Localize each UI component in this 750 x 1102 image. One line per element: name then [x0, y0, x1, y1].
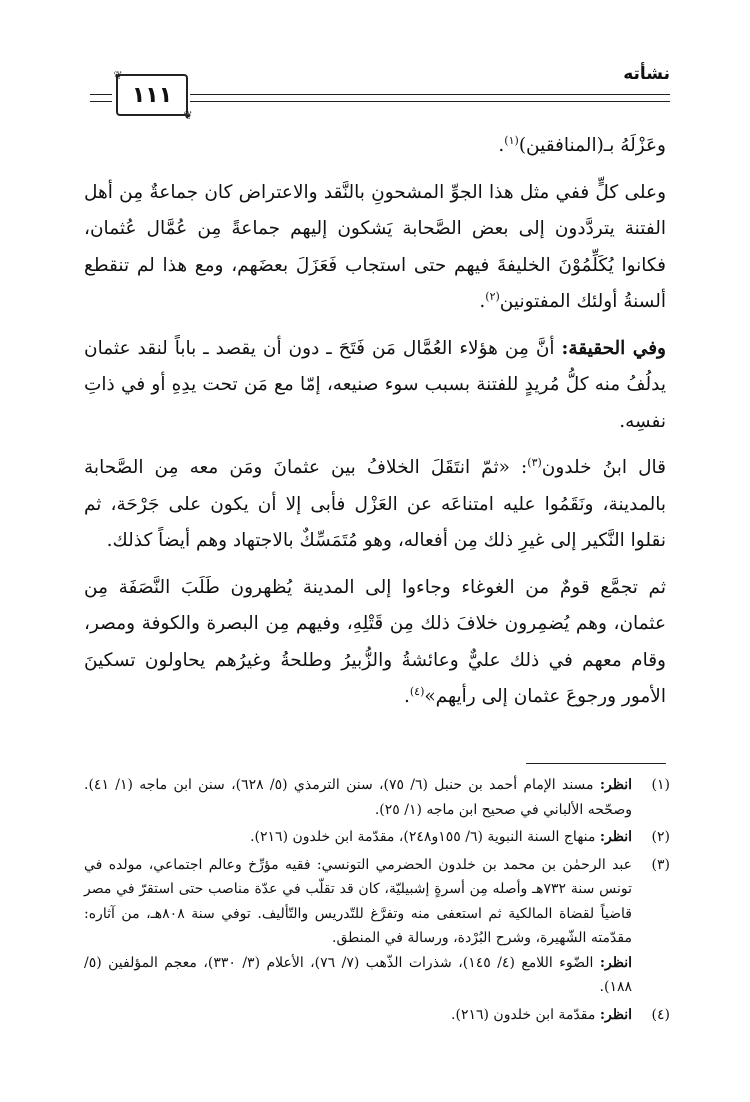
footnote-lead: انظر:: [599, 954, 632, 971]
footnote-1: [84, 773, 670, 822]
paragraph-4: [84, 450, 666, 560]
footnote-number: (١): [651, 777, 670, 793]
paragraph-4-lead: قال ابنُ خلدون: [541, 457, 666, 478]
header-rule-right: [190, 94, 670, 102]
paragraph-5: [84, 570, 666, 716]
ornament-icon: ❦: [183, 109, 193, 122]
footnote-2: [84, 825, 670, 850]
footnote-text: عبد الرحمٰن بن محمد بن خلدون الحضرمي التونسي: فقيه مؤرِّخ وعالم اجتماعي، مولده في تونس سنة ٧٣٢هـ وأصله مِن أسرةٍ إشبيليّة، كان قد تقلّب في عدّة مناصب حتى استقرّ في مصر قاضياً لقضاة المالكية ثم استعفى منه وتفرَّغ للتّدريس والتّأليف. توفي سنة ٨٠٨هـ، من آثاره: مقدّمته الشّهيرة، وشرح البُرْدة، ورسالة في المنطق.: [84, 856, 632, 946]
page-number: ١١١: [131, 82, 173, 108]
running-title: نشأته: [623, 64, 670, 84]
page-number-box: [116, 74, 188, 116]
paragraph-5-text: ثم تجمَّع قومٌ من الغوغاء وجاءوا إلى المدينة يُظهرون طَلَبَ النَّصَفَة مِن عثمان، وهم يُضمِرون خلافَ ذلك مِن قَتْلِهِ، وفيهم مِن البصرة والكوفة ومصر، وقام معهم في ذلك عليٌّ وعائشةُ والزُّبيرُ وطلحةُ وغيرُهم يحاولون تسكينَ الأمور ورجوعَ عثمان إلى رأيهم»: [84, 576, 666, 707]
footnote-4: [84, 1003, 670, 1028]
paragraph-1: وعَزْلَهُ بـ(المنافقين)$^{(١)}$.: [498, 133, 666, 156]
page-header: [90, 62, 670, 122]
paragraph-3: [84, 331, 666, 441]
footnote-ref-1[interactable]: (١): [504, 133, 519, 147]
paragraph-5-end: .: [403, 686, 410, 707]
footnote-separator: [526, 763, 666, 764]
footnote-text-2: الضّوء اللامع (٤/ ١٤٥)، شذرات الذّهب (٧/ ٧٦)، الأعلام (٣/ ٣٣٠)، معجم المؤلفين (٥/ ١٨٨).: [84, 954, 632, 995]
paragraph-4-text: : «ثمّ انتَقَلَ الخلافُ بين عثمانَ ومَن معه مِن الصَّحابة بالمدينة، ونَقَمُوا عليه امتناعَه عن العَزْل فأبى إلا أن يكون على جَرْحَة، ثم نقلوا النَّكير إلى غيرِ ذلك مِن أفعاله، وهو مُتَمَسِّكٌ بالاجتهاد وهم أيضاً كذلك.: [84, 457, 666, 551]
footnote-number: (٢): [651, 829, 670, 845]
paragraph-1-text: وعَزْلَهُ بـ(المنافقين): [518, 135, 666, 156]
main-text: [84, 128, 666, 716]
paragraph-2: وعلى كلٍّ ففي مثل هذا الجوِّ المشحونِ بالنَّقد والاعتراض كان جماعةٌ مِن أهل الفتنة يتردَّدون إلى بعض الصَّحابة يَشكون إليهم جماعةً مِن عُمَّال عُثمان، فكانوا يُكَلِّمُوْنَ الخليفةَ فيهم حتى استجاب فَعَزَلَ بعضَهم، ومع هذا لم تنقطع ألسنةُ أولئك المفتونين$^{(٢)}$.: [84, 181, 666, 312]
paragraph-2-text: وعلى كلٍّ ففي مثل هذا الجوِّ المشحونِ بالنَّقد والاعتراض كان جماعةٌ مِن أهل الفتنة يتردَّدون إلى بعض الصَّحابة يَشكون إليهم جماعةً مِن عُمَّال عُثمان، فكانوا يُكَلِّمُوْنَ الخليفةَ فيهم حتى استجاب فَعَزَلَ بعضَهم، ومع هذا لم تنقطع ألسنةُ أولئك المفتونين: [84, 181, 666, 312]
ornament-icon: ❦: [113, 69, 123, 82]
footnote-number: (٤): [651, 1006, 670, 1023]
footnote-ref-4[interactable]: (٤): [409, 684, 425, 698]
header-rule-left: [90, 94, 112, 102]
footnote-3: [84, 853, 670, 1000]
footnote-number: (٣): [651, 856, 670, 873]
footnote-lead: انظر:: [599, 1006, 632, 1023]
footnote-lead: انظر:: [599, 829, 632, 845]
footnote-text: منهاج السنة النبوية (٦/ ١٥٥و٢٤٨)، مقدّمة ابن خلدون (٢١٦).: [250, 829, 600, 845]
footnote-ref-3[interactable]: (٣): [527, 455, 542, 469]
footnote-lead: انظر:: [599, 777, 632, 793]
paragraph-3-lead: وفي الحقيقة:: [561, 337, 666, 359]
footnotes: [84, 773, 670, 1030]
footnote-text: مسند الإمام أحمد بن حنبل (٦/ ٧٥)، سنن الترمذي (٥/ ٦٢٨)، سنن ابن ماجه (١/ ٤١). وصحّحه الألباني في صحيح ابن ماجه (١/ ٢٥).: [84, 777, 632, 818]
footnote-ref-2[interactable]: (٢): [485, 289, 500, 303]
footnote-text: مقدّمة ابن خلدون (٢١٦).: [451, 1006, 600, 1023]
paragraph-3-text: أنَّ مِن هؤلاء العُمَّال مَن فَتَحَ ـ دون أن يقصد ـ باباً لنقد عثمان يدلُفُ منه كلُّ مُريدٍ للفتنة بسبب سوء صنيعه، إمّا مع مَن تحت يدِهِ أو في ذاتِ نفسِه.: [84, 337, 666, 432]
